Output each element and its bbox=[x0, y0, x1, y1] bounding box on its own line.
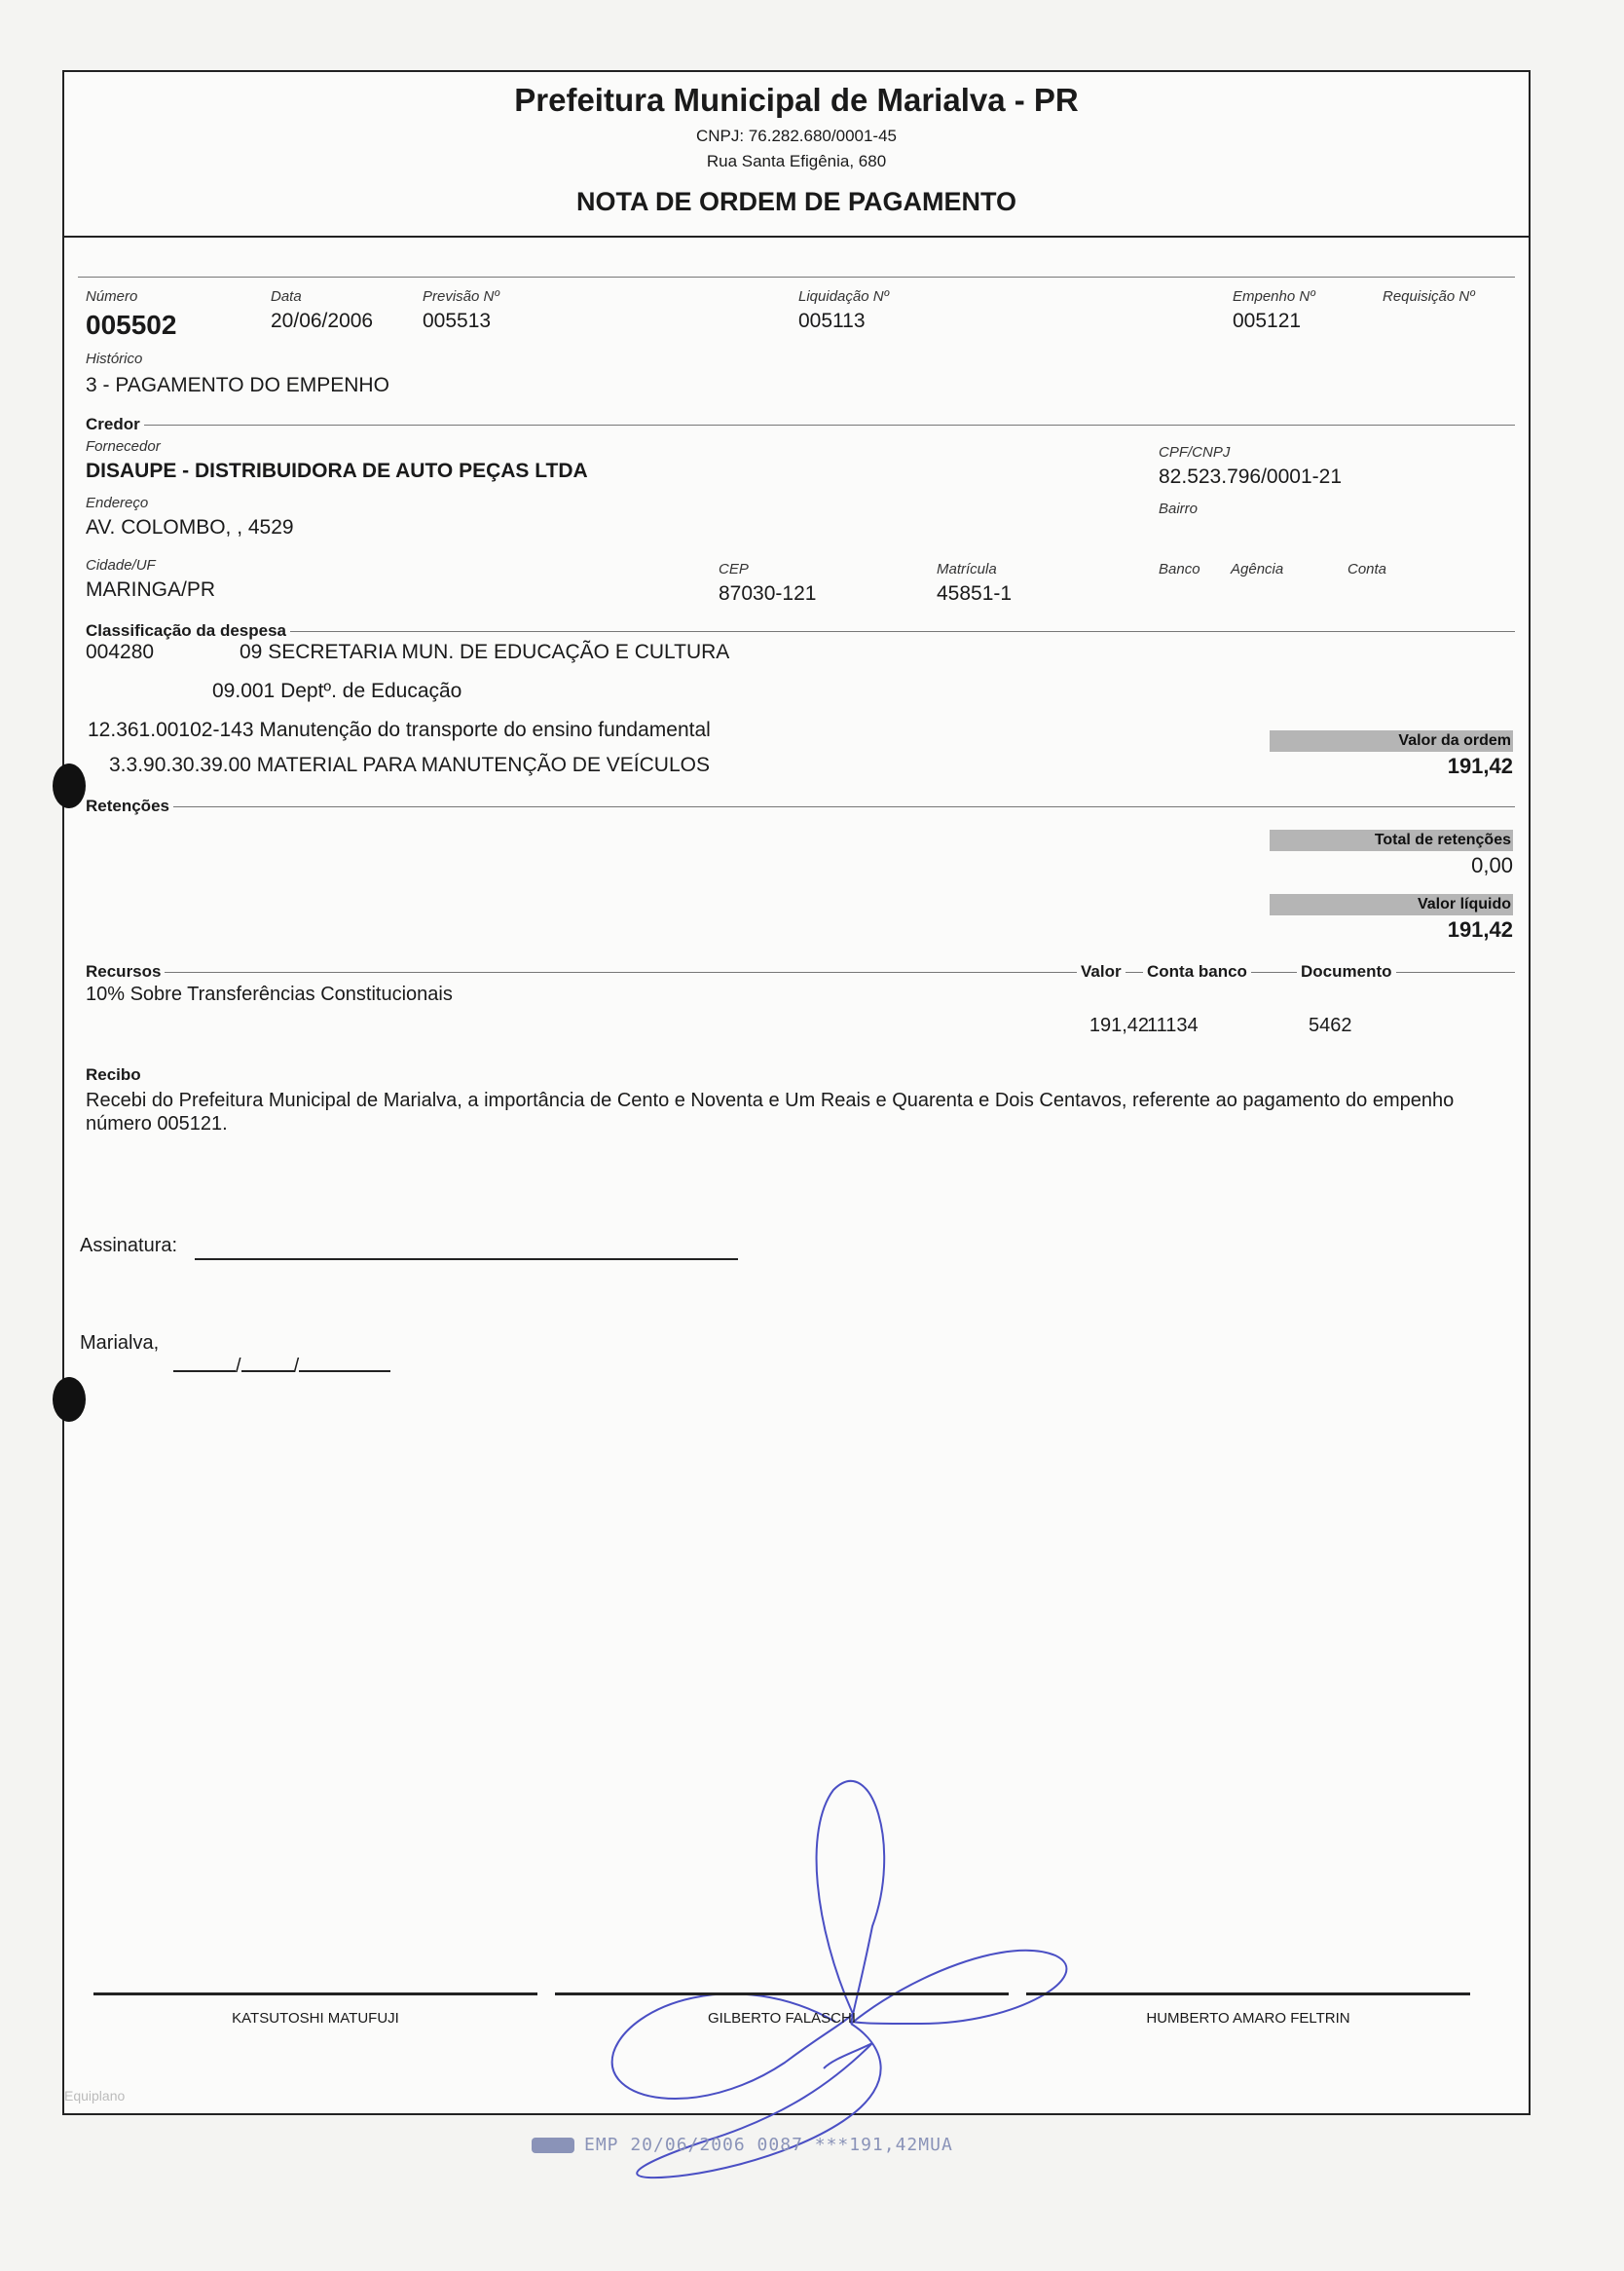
recursos-valor-header: Valor bbox=[1077, 962, 1126, 982]
assinatura-label: Assinatura: bbox=[80, 1235, 178, 1256]
data-value: 20/06/2006 bbox=[271, 310, 374, 332]
recursos-descricao: 10% Sobre Transferências Constitucionais bbox=[86, 984, 453, 1005]
assinatura-line bbox=[195, 1258, 738, 1260]
classificacao-line4: 3.3.90.30.39.00 MATERIAL PARA MANUTENÇÃO DE VEÍCULOS bbox=[109, 754, 710, 776]
recursos-conta-header: Conta banco bbox=[1143, 962, 1251, 982]
liquidacao-label: Liquidação Nº bbox=[798, 288, 890, 305]
historico-value: 3 - PAGAMENTO DO EMPENHO bbox=[86, 374, 389, 396]
classificacao-line2: 09.001 Deptº. de Educação bbox=[212, 680, 462, 702]
numero-value: 005502 bbox=[86, 310, 177, 340]
fornecedor-label: Fornecedor bbox=[86, 438, 161, 455]
recursos-conta: 11134 bbox=[1147, 1015, 1199, 1036]
banco-label: Banco bbox=[1159, 561, 1200, 577]
credor-section: Credor bbox=[86, 415, 144, 434]
retencoes-section: Retenções bbox=[86, 797, 173, 816]
total-retencoes-value: 0,00 bbox=[1471, 853, 1513, 877]
data-label: Data bbox=[271, 288, 302, 305]
header-cnpj: CNPJ: 76.282.680/0001-45 bbox=[695, 127, 898, 145]
classificacao-rule bbox=[86, 631, 1515, 632]
document-frame bbox=[62, 70, 1531, 2115]
handwritten-signature bbox=[590, 1731, 1135, 2199]
previsao-label: Previsão Nº bbox=[423, 288, 499, 305]
signature-line-1 bbox=[93, 1992, 537, 1995]
agencia-label: Agência bbox=[1231, 561, 1284, 577]
valor-liquido-value: 191,42 bbox=[1447, 917, 1513, 942]
requisicao-label: Requisição Nº bbox=[1383, 288, 1475, 305]
classificacao-line1: 09 SECRETARIA MUN. DE EDUCAÇÃO E CULTURA bbox=[240, 641, 730, 663]
total-retencoes-label: Total de retenções bbox=[1270, 830, 1513, 851]
punch-hole-top bbox=[53, 763, 86, 808]
ids-rule bbox=[78, 277, 1515, 278]
previsao-value: 005513 bbox=[423, 310, 492, 332]
page-title: Prefeitura Municipal de Marialva - PR bbox=[514, 82, 1079, 118]
local-label: Marialva, bbox=[80, 1332, 160, 1354]
cep-label: CEP bbox=[719, 561, 749, 577]
classificacao-line3: 12.361.00102-143 Manutenção do transporte do ensino fundamental bbox=[88, 719, 711, 741]
fornecedor-value: DISAUPE - DISTRIBUIDORA DE AUTO PEÇAS LTDA bbox=[86, 460, 588, 482]
liquidacao-value: 005113 bbox=[798, 310, 866, 332]
cidade-value: MARINGA/PR bbox=[86, 578, 216, 601]
cpf-value: 82.523.796/0001-21 bbox=[1159, 465, 1343, 488]
recursos-documento-header: Documento bbox=[1297, 962, 1396, 982]
bairro-label: Bairro bbox=[1159, 501, 1199, 517]
classificacao-section: Classificação da despesa bbox=[86, 621, 290, 641]
signatory-2: GILBERTO FALASCHI bbox=[708, 2010, 856, 2027]
matricula-value: 45851-1 bbox=[937, 582, 1013, 605]
conta-label: Conta bbox=[1347, 561, 1387, 577]
stamp-logo-icon bbox=[532, 2138, 574, 2153]
endereco-label: Endereço bbox=[86, 495, 149, 511]
valor-ordem-label: Valor da ordem bbox=[1270, 730, 1513, 752]
empenho-label: Empenho Nº bbox=[1233, 288, 1315, 305]
recibo-section: Recibo bbox=[86, 1065, 145, 1085]
footer-brand: Equiplano bbox=[64, 2088, 126, 2103]
cidade-label: Cidade/UF bbox=[86, 557, 156, 574]
signature-line-2 bbox=[555, 1992, 1009, 1995]
numero-label: Número bbox=[86, 288, 138, 305]
valor-liquido-label: Valor líquido bbox=[1270, 894, 1513, 915]
retencoes-rule bbox=[86, 806, 1515, 807]
punch-hole-bottom bbox=[53, 1377, 86, 1422]
document-title: NOTA DE ORDEM DE PAGAMENTO bbox=[575, 187, 1016, 216]
recursos-documento: 5462 bbox=[1309, 1015, 1352, 1036]
header-address: Rua Santa Efigênia, 680 bbox=[706, 152, 887, 170]
historico-label: Histórico bbox=[86, 351, 143, 367]
classificacao-code: 004280 bbox=[86, 641, 155, 663]
signatory-1: KATSUTOSHI MATUFUJI bbox=[232, 2010, 399, 2027]
recursos-valor: 191,42 bbox=[1089, 1015, 1149, 1036]
signature-line-3 bbox=[1026, 1992, 1470, 1995]
matricula-label: Matrícula bbox=[937, 561, 997, 577]
signatory-3: HUMBERTO AMARO FELTRIN bbox=[1146, 2010, 1350, 2027]
header-divider bbox=[64, 236, 1529, 238]
stamp-text: EMP 20/06/2006 0087 ***191,42MUA bbox=[584, 2135, 953, 2155]
credor-rule bbox=[86, 425, 1515, 426]
valor-ordem-value: 191,42 bbox=[1447, 754, 1513, 778]
cpf-label: CPF/CNPJ bbox=[1159, 444, 1231, 461]
date-blanks: / / bbox=[173, 1356, 390, 1378]
recibo-text: Recebi do Prefeitura Municipal de Marialva, a importância de Cento e Noventa e Um Reais e Quarenta e Dois Centavos, referente ao pagamento do empenho número 005121. bbox=[86, 1090, 1455, 1135]
endereco-value: AV. COLOMBO, , 4529 bbox=[86, 516, 294, 539]
cep-value: 87030-121 bbox=[719, 582, 817, 605]
empenho-value: 005121 bbox=[1233, 310, 1302, 332]
payment-stamp bbox=[532, 2135, 953, 2155]
recursos-section: Recursos bbox=[86, 962, 165, 982]
